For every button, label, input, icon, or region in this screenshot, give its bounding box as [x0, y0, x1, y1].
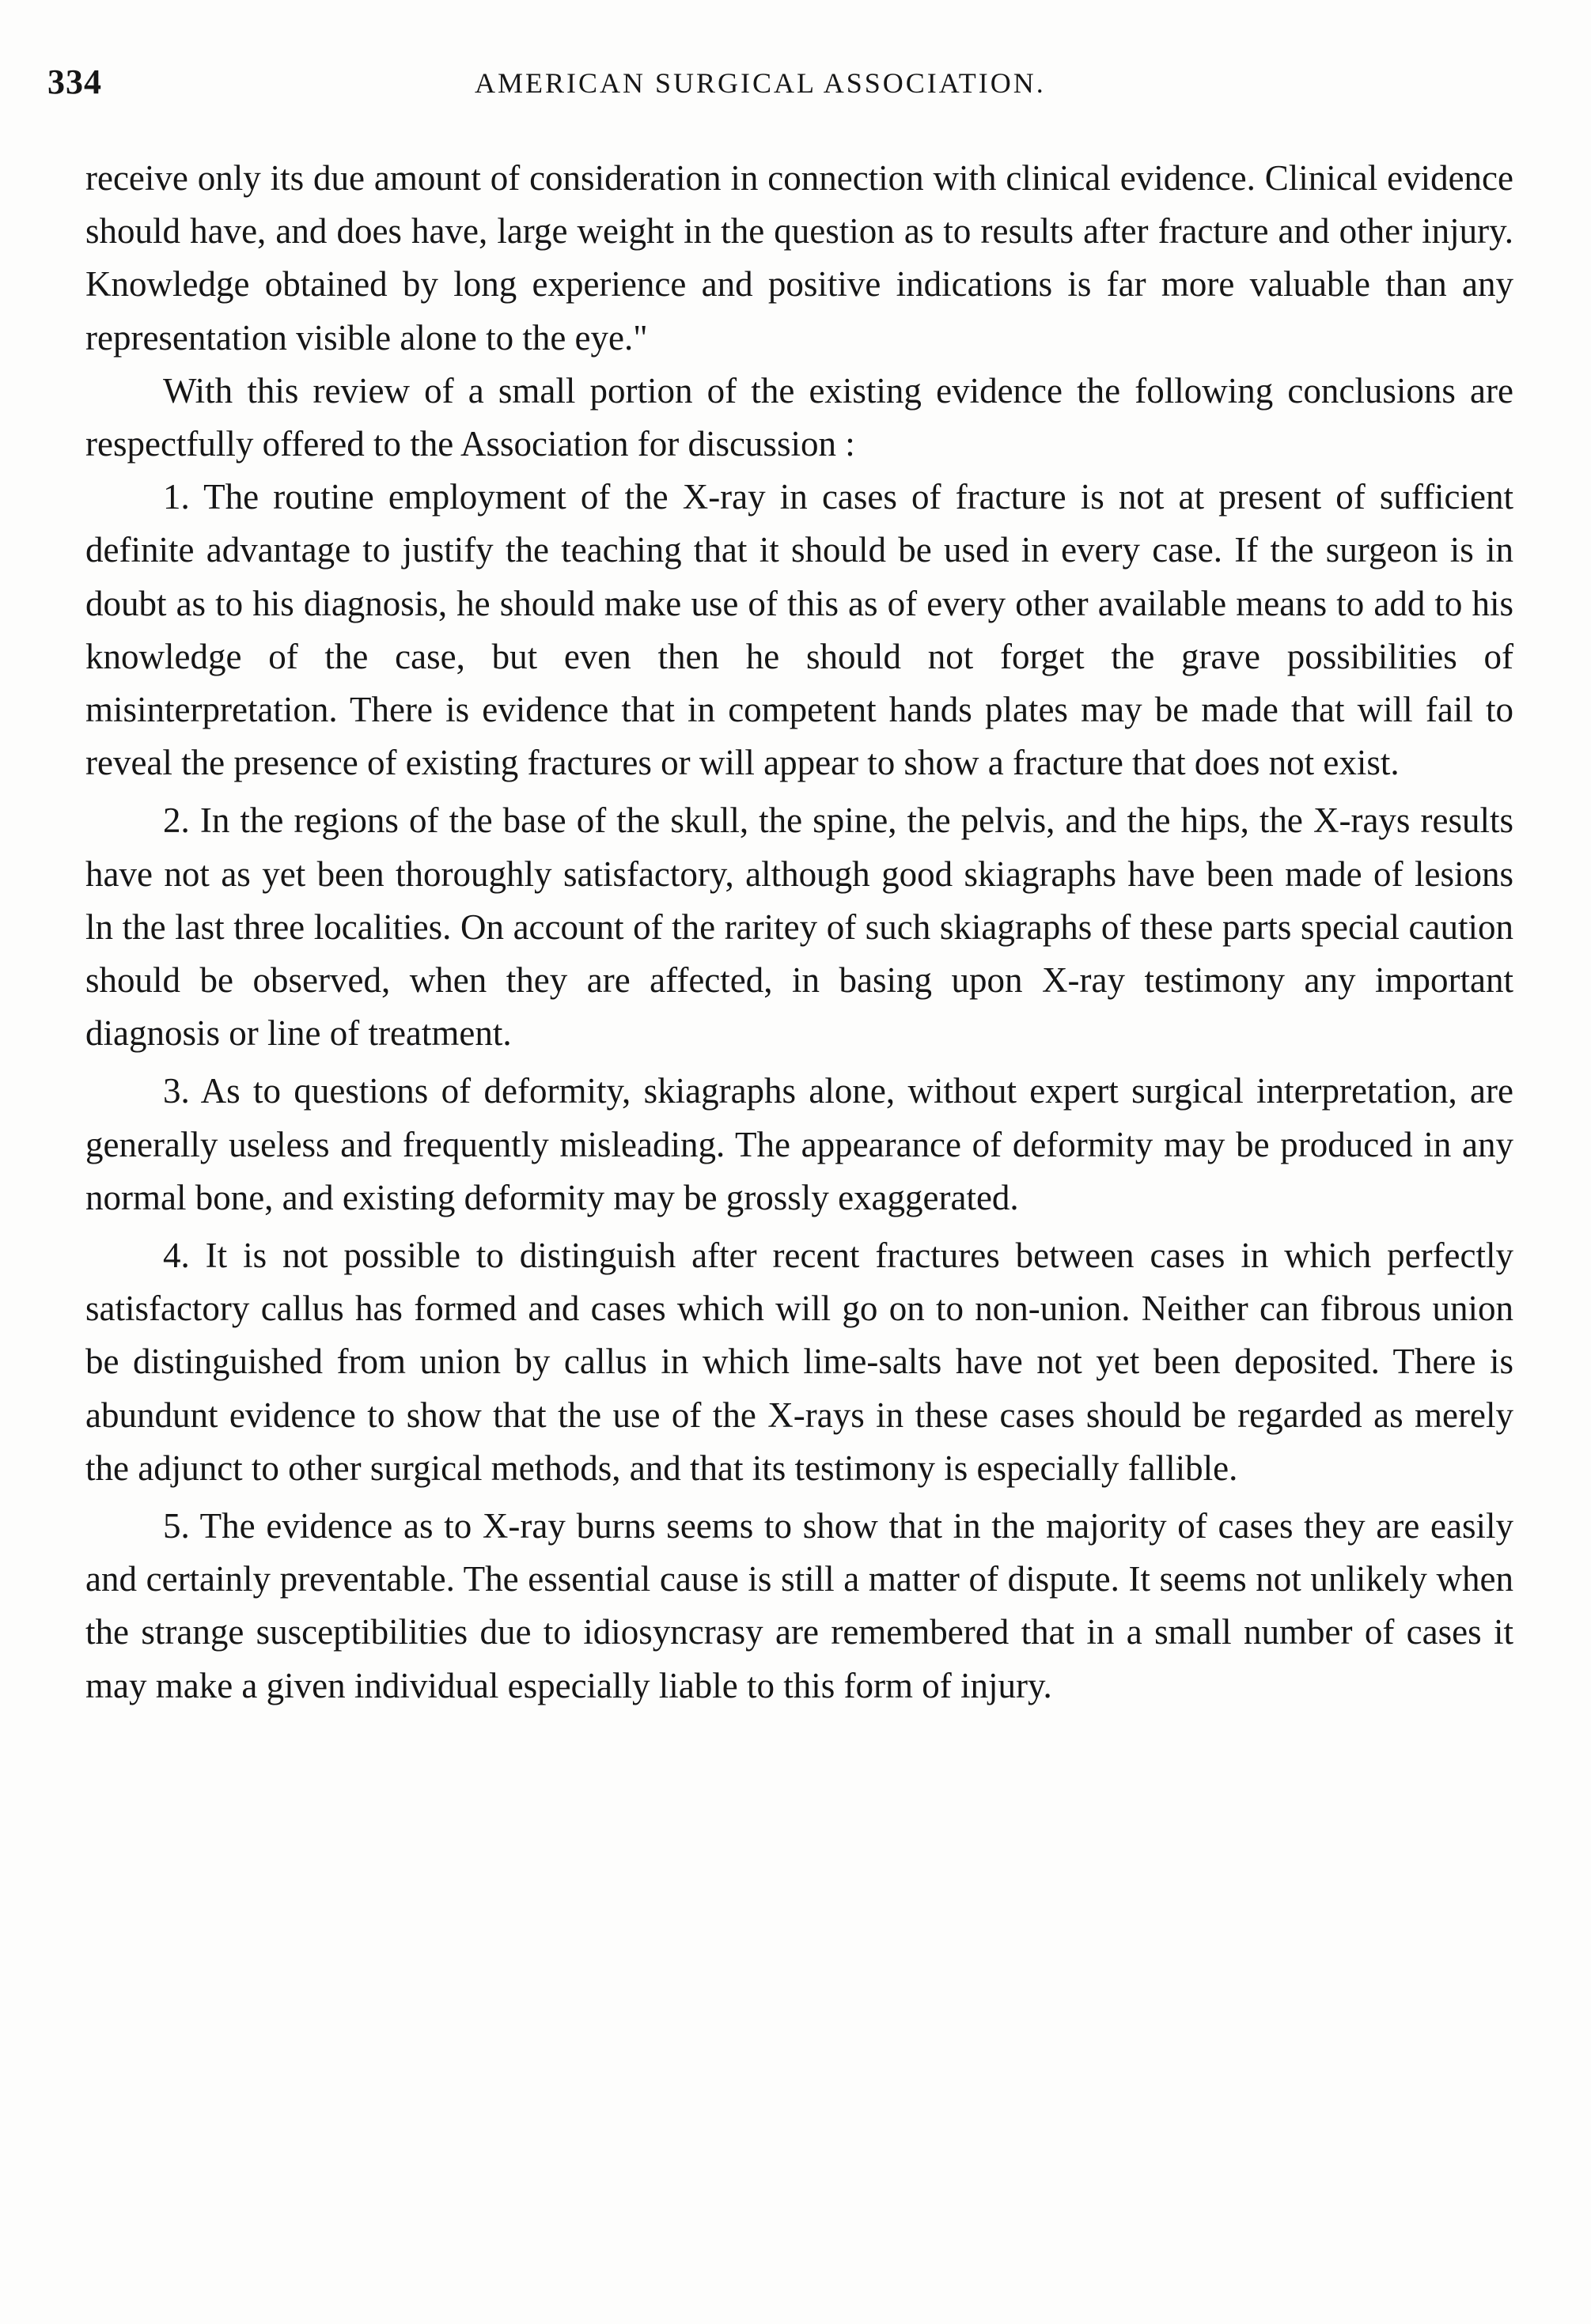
quote-continuation-paragraph: receive only its due amount of consideration in connection with clinical evidence. Clinical evidence should have, and does have, large weight in the question as to results after fracture and other injury. Knowledge obtained by long experience and positive indications is far more valuable than any representation visible alone to the eye." — [85, 158, 1513, 358]
conclusion-number: 1. — [163, 477, 190, 517]
conclusion-number: 4. — [163, 1236, 190, 1276]
page-number: 334 — [47, 62, 102, 101]
body-text — [85, 152, 1513, 1713]
conclusion-text: In the regions of the base of the skull, the spine, the pelvis, and the hips, the X-rays results have not as yet been thoroughly satisfactory, although good skiagraphs have been made of lesions ln the last three localities. On account of the raritey of such skiagraphs of these parts special caution should be observed, when they are affected, in basing upon X-ray testimony any important diagnosis or line of treatment. — [85, 801, 1513, 1054]
conclusion-text: The evidence as to X-ray burns seems to show that in the majority of cases they are easily and certainly preventable. The essential cause is still a matter of dispute. It seems not unlikely when the strange susceptibilities due to idiosyncrasy are remembered that in a small number of cases it may make a given individual especially liable to this form of injury. — [85, 1506, 1514, 1705]
conclusion-4 — [85, 1229, 1513, 1495]
conclusion-number: 3. — [163, 1071, 190, 1111]
intro-paragraph: With this review of a small portion of the existing evidence the following conclusions are respectfully offered to the Association for discussion : — [85, 370, 1513, 464]
running-head: AMERICAN SURGICAL ASSOCIATION. — [475, 67, 1046, 99]
conclusion-1 — [85, 471, 1513, 789]
conclusion-3 — [85, 1065, 1513, 1224]
conclusion-text: The routine employment of the X-ray in cases of fracture is not at present of sufficient definite advantage to justify the teaching that it should be used in every case. If the surgeon is in doubt as to his diagnosis, he should make use of this as of every other available means to add to his knowledge of the case, but even then he should not forget the grave possibilities of misinterpretation. There is evidence that in competent hands plates may be made that will fail to reveal the presence of existing fractures or will appear to show a fracture that does not exist. — [85, 477, 1514, 783]
conclusion-number: 5. — [163, 1506, 190, 1546]
conclusion-2 — [85, 794, 1513, 1060]
conclusion-5 — [85, 1500, 1513, 1713]
conclusion-number: 2. — [163, 801, 190, 841]
conclusion-text: As to questions of deformity, skiagraphs alone, without expert surgical interpretation, are generally useless and frequently misleading. The appearance of deformity may be produced in any normal bone, and existing deformity may be grossly exaggerated. — [85, 1071, 1513, 1217]
conclusion-text: It is not possible to distinguish after recent fractures between cases in which perfectly satisfactory callus has formed and cases which will go on to non-union. Neither can fibrous union be distinguished from union by callus in which lime-salts have not yet been deposited. There is abundunt evidence to show that the use of the X-rays in these cases should be regarded as merely the adjunct to other surgical methods, and that its testimony is especially fallible. — [85, 1236, 1514, 1488]
page-header — [47, 62, 1519, 109]
